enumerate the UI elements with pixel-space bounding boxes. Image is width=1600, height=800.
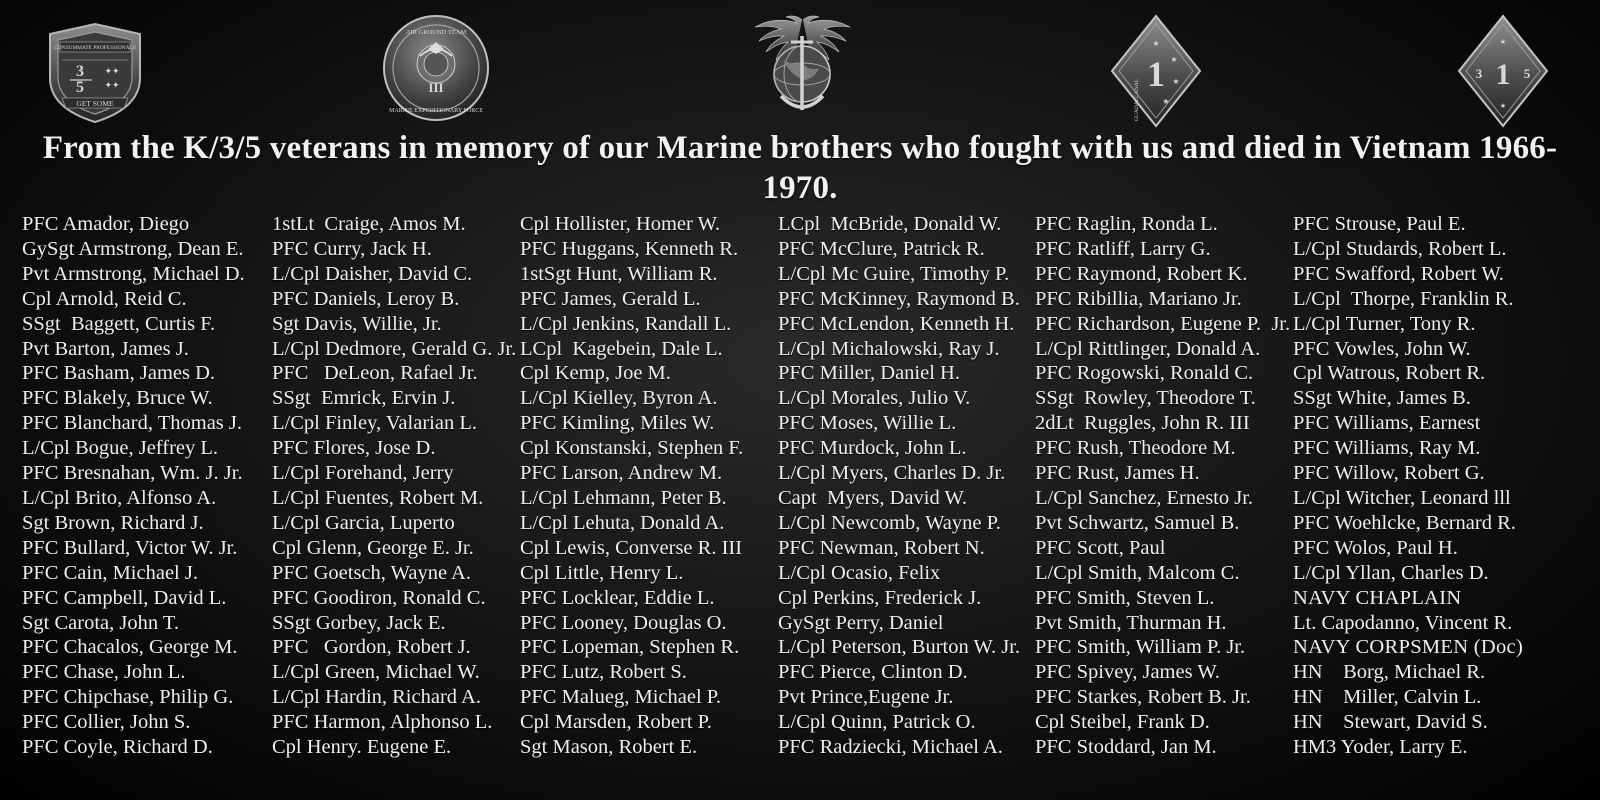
list-item: PFC Ribillia, Mariano Jr. bbox=[1035, 287, 1242, 310]
list-item: HM3 Yoder, Larry E. bbox=[1293, 736, 1468, 759]
list-item: PFC Blakely, Bruce W. bbox=[22, 387, 213, 410]
list-item: Cpl Konstanski, Stephen F. bbox=[520, 437, 744, 460]
section-heading-navy-corpsmen: NAVY CORPSMEN (Doc) bbox=[1293, 636, 1524, 659]
list-item: Cpl Glenn, George E. Jr. bbox=[272, 536, 474, 559]
list-item: PFC Williams, Earnest bbox=[1293, 412, 1481, 435]
list-item: Pvt Armstrong, Michael D. bbox=[22, 262, 245, 285]
list-item: L/Cpl Forehand, Jerry bbox=[272, 462, 454, 485]
list-item: L/Cpl Finley, Valarian L. bbox=[272, 412, 477, 435]
list-item: GySgt Armstrong, Dean E. bbox=[22, 237, 244, 260]
svg-text:1: 1 bbox=[1495, 58, 1511, 91]
names-column-1 bbox=[22, 212, 272, 760]
list-item: Sgt Mason, Robert E. bbox=[520, 736, 698, 759]
list-item: L/Cpl Quinn, Patrick O. bbox=[778, 711, 976, 734]
iii-mef-seal-icon bbox=[380, 12, 492, 129]
list-item: PFC Murdock, John L. bbox=[778, 437, 967, 460]
list-item: PFC McLendon, Kenneth H. bbox=[778, 312, 1015, 335]
list-item: PFC James, Gerald L. bbox=[520, 287, 701, 310]
list-item: HN Borg, Michael R. bbox=[1293, 661, 1486, 684]
page-title: From the K/3/5 veterans in memory of our Marine brothers who fought with us and died in Vietnam 1966-1970. bbox=[42, 130, 1558, 206]
list-item: PFC Kimling, Miles W. bbox=[520, 412, 715, 435]
list-item: SSgt Rowley, Theodore T. bbox=[1035, 387, 1256, 410]
list-item: LCpl Kagebein, Dale L. bbox=[520, 337, 723, 360]
list-item: PFC Scott, Paul bbox=[1035, 536, 1166, 559]
list-item: Capt Myers, David W. bbox=[778, 486, 968, 509]
list-item: PFC Flores, Jose D. bbox=[272, 437, 436, 460]
list-item: PFC Miller, Daniel H. bbox=[778, 362, 960, 385]
list-item: Lt. Capodanno, Vincent R. bbox=[1293, 611, 1513, 634]
svg-text:1: 1 bbox=[1147, 54, 1165, 94]
list-item: Pvt Smith, Thurman H. bbox=[1035, 611, 1227, 634]
svg-text:✦✦: ✦✦ bbox=[104, 80, 120, 90]
list-item: PFC Moses, Willie L. bbox=[778, 412, 957, 435]
list-item: Cpl Kemp, Joe M. bbox=[520, 362, 671, 385]
list-item: PFC Blanchard, Thomas J. bbox=[22, 412, 242, 435]
list-item: PFC Raymond, Robert K. bbox=[1035, 262, 1248, 285]
list-item: PFC Smith, Steven L. bbox=[1035, 586, 1215, 609]
list-item: L/Cpl Peterson, Burton W. Jr. bbox=[778, 636, 1021, 659]
list-item: PFC Wolos, Paul H. bbox=[1293, 536, 1458, 559]
list-item: PFC Rust, James H. bbox=[1035, 462, 1200, 485]
list-item: L/Cpl Bogue, Jeffrey L. bbox=[22, 437, 219, 460]
list-item: 1stSgt Hunt, William R. bbox=[520, 262, 718, 285]
list-item: HN Stewart, David S. bbox=[1293, 711, 1488, 734]
list-item: L/Cpl Green, Michael W. bbox=[272, 661, 480, 684]
list-item: PFC Malueg, Michael P. bbox=[520, 686, 722, 709]
list-item: 1stLt Craige, Amos M. bbox=[272, 213, 466, 235]
list-item: SSgt Gorbey, Jack E. bbox=[272, 611, 446, 634]
list-item: Cpl Hollister, Homer W. bbox=[520, 213, 721, 235]
list-item: L/Cpl Morales, Julio V. bbox=[778, 387, 971, 410]
list-item: L/Cpl Witcher, Leonard lll bbox=[1293, 486, 1511, 509]
names-columns bbox=[22, 212, 1582, 760]
list-item: PFC Woehlcke, Bernard R. bbox=[1293, 511, 1516, 534]
list-item: PFC Goetsch, Wayne A. bbox=[272, 561, 471, 584]
list-item: PFC Bullard, Victor W. Jr. bbox=[22, 536, 238, 559]
list-item: Cpl Marsden, Robert P. bbox=[520, 711, 712, 734]
svg-text:✦✦: ✦✦ bbox=[104, 66, 120, 76]
list-item: PFC Gordon, Robert J. bbox=[272, 636, 471, 659]
svg-text:III: III bbox=[428, 80, 444, 95]
list-item: PFC Chase, John L. bbox=[22, 661, 186, 684]
list-item: PFC Goodiron, Ronald C. bbox=[272, 586, 486, 609]
list-item: PFC Pierce, Clinton D. bbox=[778, 661, 968, 684]
list-item: PFC DeLeon, Rafael Jr. bbox=[272, 362, 478, 385]
list-item: PFC Collier, John S. bbox=[22, 711, 191, 734]
list-item: PFC Ratliff, Larry G. bbox=[1035, 237, 1211, 260]
list-item: PFC Stoddard, Jan M. bbox=[1035, 736, 1217, 759]
svg-text:AIR GROUND TEAM: AIR GROUND TEAM bbox=[405, 29, 467, 36]
list-item: L/Cpl Brito, Alfonso A. bbox=[22, 486, 217, 509]
names-column-5 bbox=[1035, 212, 1293, 760]
first-marine-division-patch-icon bbox=[1108, 12, 1204, 135]
list-item: Pvt Prince,Eugene Jr. bbox=[778, 686, 954, 709]
list-item: PFC Curry, Jack H. bbox=[272, 237, 432, 260]
list-item: PFC Larson, Andrew M. bbox=[520, 462, 723, 485]
svg-text:3: 3 bbox=[76, 63, 84, 80]
list-item: PFC Willow, Robert G. bbox=[1293, 462, 1485, 485]
svg-text:3: 3 bbox=[1475, 66, 1483, 81]
list-item: PFC Richardson, Eugene P. Jr. bbox=[1035, 312, 1291, 335]
names-column-6 bbox=[1293, 212, 1573, 760]
list-item: L/Cpl Myers, Charles D. Jr. bbox=[778, 462, 1006, 485]
names-column-3 bbox=[520, 212, 778, 760]
list-item: PFC Radziecki, Michael A. bbox=[778, 736, 1003, 759]
list-item: L/Cpl Turner, Tony R. bbox=[1293, 312, 1476, 335]
list-item: L/Cpl Lehuta, Donald A. bbox=[520, 511, 725, 534]
list-item: PFC Newman, Robert N. bbox=[778, 536, 985, 559]
list-item: PFC Williams, Ray M. bbox=[1293, 437, 1481, 460]
insignia-row bbox=[0, 12, 1600, 132]
list-item: PFC Rush, Theodore M. bbox=[1035, 437, 1236, 460]
list-item: L/Cpl Newcomb, Wayne P. bbox=[778, 511, 1001, 534]
list-item: HN Miller, Calvin L. bbox=[1293, 686, 1482, 709]
list-item: SSgt Baggett, Curtis F. bbox=[22, 312, 216, 335]
list-item: L/Cpl Hardin, Richard A. bbox=[272, 686, 481, 709]
svg-text:★: ★ bbox=[1499, 102, 1507, 110]
list-item: L/Cpl Fuentes, Robert M. bbox=[272, 486, 484, 509]
svg-text:★: ★ bbox=[1152, 39, 1160, 48]
list-item: L/Cpl Jenkins, Randall L. bbox=[520, 312, 732, 335]
list-item: L/Cpl Dedmore, Gerald G. Jr. bbox=[272, 337, 517, 360]
list-item: L/Cpl Daisher, David C. bbox=[272, 262, 473, 285]
list-item: LCpl McBride, Donald W. bbox=[778, 213, 1002, 235]
section-heading-navy-chaplain: NAVY CHAPLAIN bbox=[1293, 586, 1462, 609]
list-item: Cpl Steibel, Frank D. bbox=[1035, 711, 1210, 734]
list-item: SSgt Emrick, Ervin J. bbox=[272, 387, 456, 410]
list-item: Cpl Arnold, Reid C. bbox=[22, 287, 187, 310]
list-item: Cpl Perkins, Frederick J. bbox=[778, 586, 982, 609]
list-item: PFC Rogowski, Ronald C. bbox=[1035, 362, 1254, 385]
list-item: PFC Strouse, Paul E. bbox=[1293, 213, 1466, 235]
list-item: L/Cpl Lehmann, Peter B. bbox=[520, 486, 727, 509]
list-item: Sgt Brown, Richard J. bbox=[22, 511, 204, 534]
svg-text:★: ★ bbox=[1162, 97, 1170, 106]
list-item: L/Cpl Smith, Malcom C. bbox=[1035, 561, 1240, 584]
list-item: L/Cpl Michalowski, Ray J. bbox=[778, 337, 1000, 360]
list-item: L/Cpl Kielley, Byron A. bbox=[520, 387, 718, 410]
list-item: PFC Huggans, Kenneth R. bbox=[520, 237, 739, 260]
list-item: Sgt Carota, John T. bbox=[22, 611, 179, 634]
list-item: PFC Cain, Michael J. bbox=[22, 561, 198, 584]
list-item: PFC Daniels, Leroy B. bbox=[272, 287, 460, 310]
list-item: PFC Swafford, Robert W. bbox=[1293, 262, 1504, 285]
list-item: PFC Raglin, Ronda L. bbox=[1035, 213, 1218, 235]
list-item: PFC Coyle, Richard D. bbox=[22, 736, 213, 759]
list-item: L/Cpl Garcia, Luperto bbox=[272, 511, 455, 534]
list-item: PFC Lutz, Robert S. bbox=[520, 661, 687, 684]
eagle-globe-anchor-icon bbox=[735, 12, 870, 125]
list-item: PFC Starkes, Robert B. Jr. bbox=[1035, 686, 1251, 709]
list-item: Cpl Watrous, Robert R. bbox=[1293, 362, 1486, 385]
svg-text:★: ★ bbox=[1170, 55, 1178, 64]
svg-text:GUADALCANAL: GUADALCANAL bbox=[1134, 78, 1140, 122]
list-item: PFC Looney, Douglas O. bbox=[520, 611, 727, 634]
list-item: PFC McClure, Patrick R. bbox=[778, 237, 985, 260]
svg-text:5: 5 bbox=[1523, 66, 1531, 81]
list-item: Cpl Henry. Eugene E. bbox=[272, 736, 452, 759]
svg-text:★: ★ bbox=[1499, 38, 1507, 46]
list-item: L/Cpl Sanchez, Ernesto Jr. bbox=[1035, 486, 1254, 509]
list-item: PFC Lopeman, Stephen R. bbox=[520, 636, 740, 659]
three-one-five-diamond-patch-icon bbox=[1455, 12, 1551, 135]
list-item: Sgt Davis, Willie, Jr. bbox=[272, 312, 442, 335]
list-item: L/Cpl Studards, Robert L. bbox=[1293, 237, 1507, 260]
list-item: PFC Basham, James D. bbox=[22, 362, 216, 385]
list-item: PFC Chipchase, Philip G. bbox=[22, 686, 234, 709]
list-item: L/Cpl Rittlinger, Donald A. bbox=[1035, 337, 1261, 360]
list-item: PFC Locklear, Eddie L. bbox=[520, 586, 715, 609]
list-item: L/Cpl Thorpe, Franklin R. bbox=[1293, 287, 1514, 310]
list-item: Cpl Little, Henry L. bbox=[520, 561, 684, 584]
list-item: PFC Harmon, Alphonso L. bbox=[272, 711, 493, 734]
list-item: L/Cpl Mc Guire, Timothy P. bbox=[778, 262, 1010, 285]
svg-text:★: ★ bbox=[1172, 77, 1180, 86]
list-item: PFC Smith, William P. Jr. bbox=[1035, 636, 1246, 659]
list-item: PFC Chacalos, George M. bbox=[22, 636, 238, 659]
svg-text:5: 5 bbox=[76, 79, 84, 96]
list-item: PFC McKinney, Raymond B. bbox=[778, 287, 1020, 310]
names-column-4 bbox=[778, 212, 1035, 760]
svg-text:CONSUMMATE PROFESSIONALS: CONSUMMATE PROFESSIONALS bbox=[54, 45, 136, 51]
list-item: PFC Amador, Diego bbox=[22, 213, 190, 235]
list-item: Cpl Lewis, Converse R. III bbox=[520, 536, 743, 559]
svg-text:GET SOME: GET SOME bbox=[76, 99, 114, 108]
list-item: L/Cpl Ocasio, Felix bbox=[778, 561, 941, 584]
list-item: Pvt Schwartz, Samuel B. bbox=[1035, 511, 1240, 534]
list-item: PFC Campbell, David L. bbox=[22, 586, 227, 609]
names-column-2 bbox=[272, 212, 520, 760]
list-item: 2dLt Ruggles, John R. III bbox=[1035, 412, 1250, 435]
list-item: L/Cpl Yllan, Charles D. bbox=[1293, 561, 1489, 584]
k-3-5-shield-crest-icon bbox=[40, 12, 150, 135]
list-item: PFC Bresnahan, Wm. J. Jr. bbox=[22, 462, 243, 485]
list-item: Pvt Barton, James J. bbox=[22, 337, 189, 360]
svg-text:MARINE EXPEDITIONARY FORCE: MARINE EXPEDITIONARY FORCE bbox=[389, 108, 483, 114]
list-item: SSgt White, James B. bbox=[1293, 387, 1471, 410]
list-item: PFC Spivey, James W. bbox=[1035, 661, 1220, 684]
list-item: PFC Vowles, John W. bbox=[1293, 337, 1471, 360]
list-item: GySgt Perry, Daniel bbox=[778, 611, 944, 634]
